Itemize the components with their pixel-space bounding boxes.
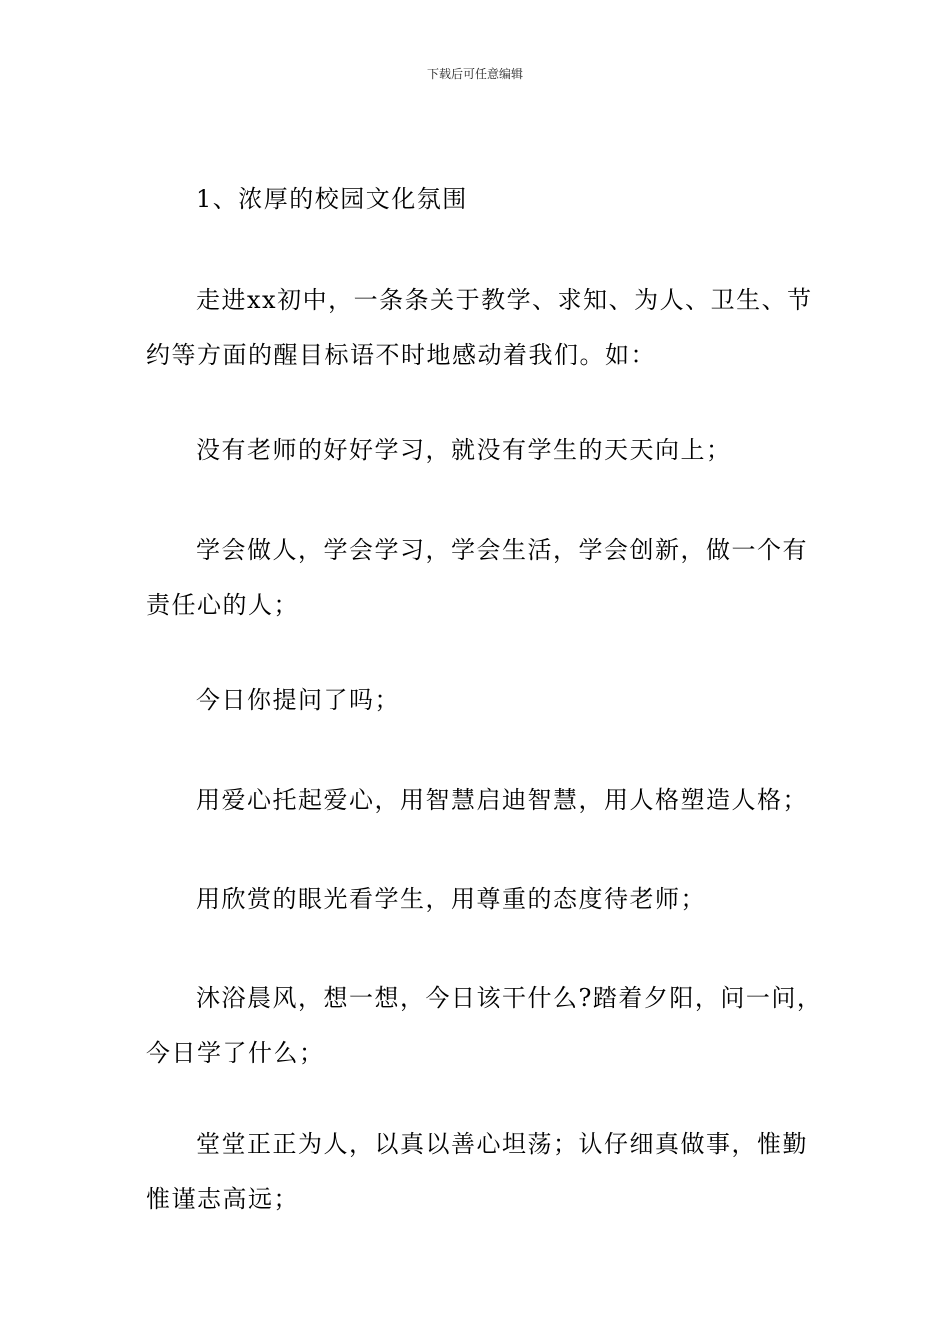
paragraph-4: 今日你提问了吗； <box>196 686 400 714</box>
page-header-note: 下载后可任意编辑 <box>426 67 523 81</box>
paragraph-5: 用爱心托起爱心，用智慧启迪智慧，用人格塑造人格； <box>196 786 808 814</box>
paragraph-2: 没有老师的好好学习，就没有学生的天天向上； <box>196 436 732 464</box>
paragraph-1: 走进xx初中，一条条关于教学、求知、为人、卫生、节约等方面的醒目标语不时地感动着我们。如： <box>146 286 813 369</box>
paragraph-8: 堂堂正正为人，以真以善心坦荡；认仔细真做事，惟勤惟谨志高远； <box>146 1130 808 1213</box>
paragraph-7: 沐浴晨风，想一想，今日该干什么?踏着夕阳，问一问，今日学了什么； <box>146 984 823 1067</box>
paragraph-6: 用欣赏的眼光看学生，用尊重的态度待老师； <box>196 885 706 913</box>
paragraph-3: 学会做人，学会学习，学会生活，学会创新，做一个有责任心的人； <box>146 536 808 619</box>
section-heading: 1、浓厚的校园文化氛围 <box>196 185 468 213</box>
